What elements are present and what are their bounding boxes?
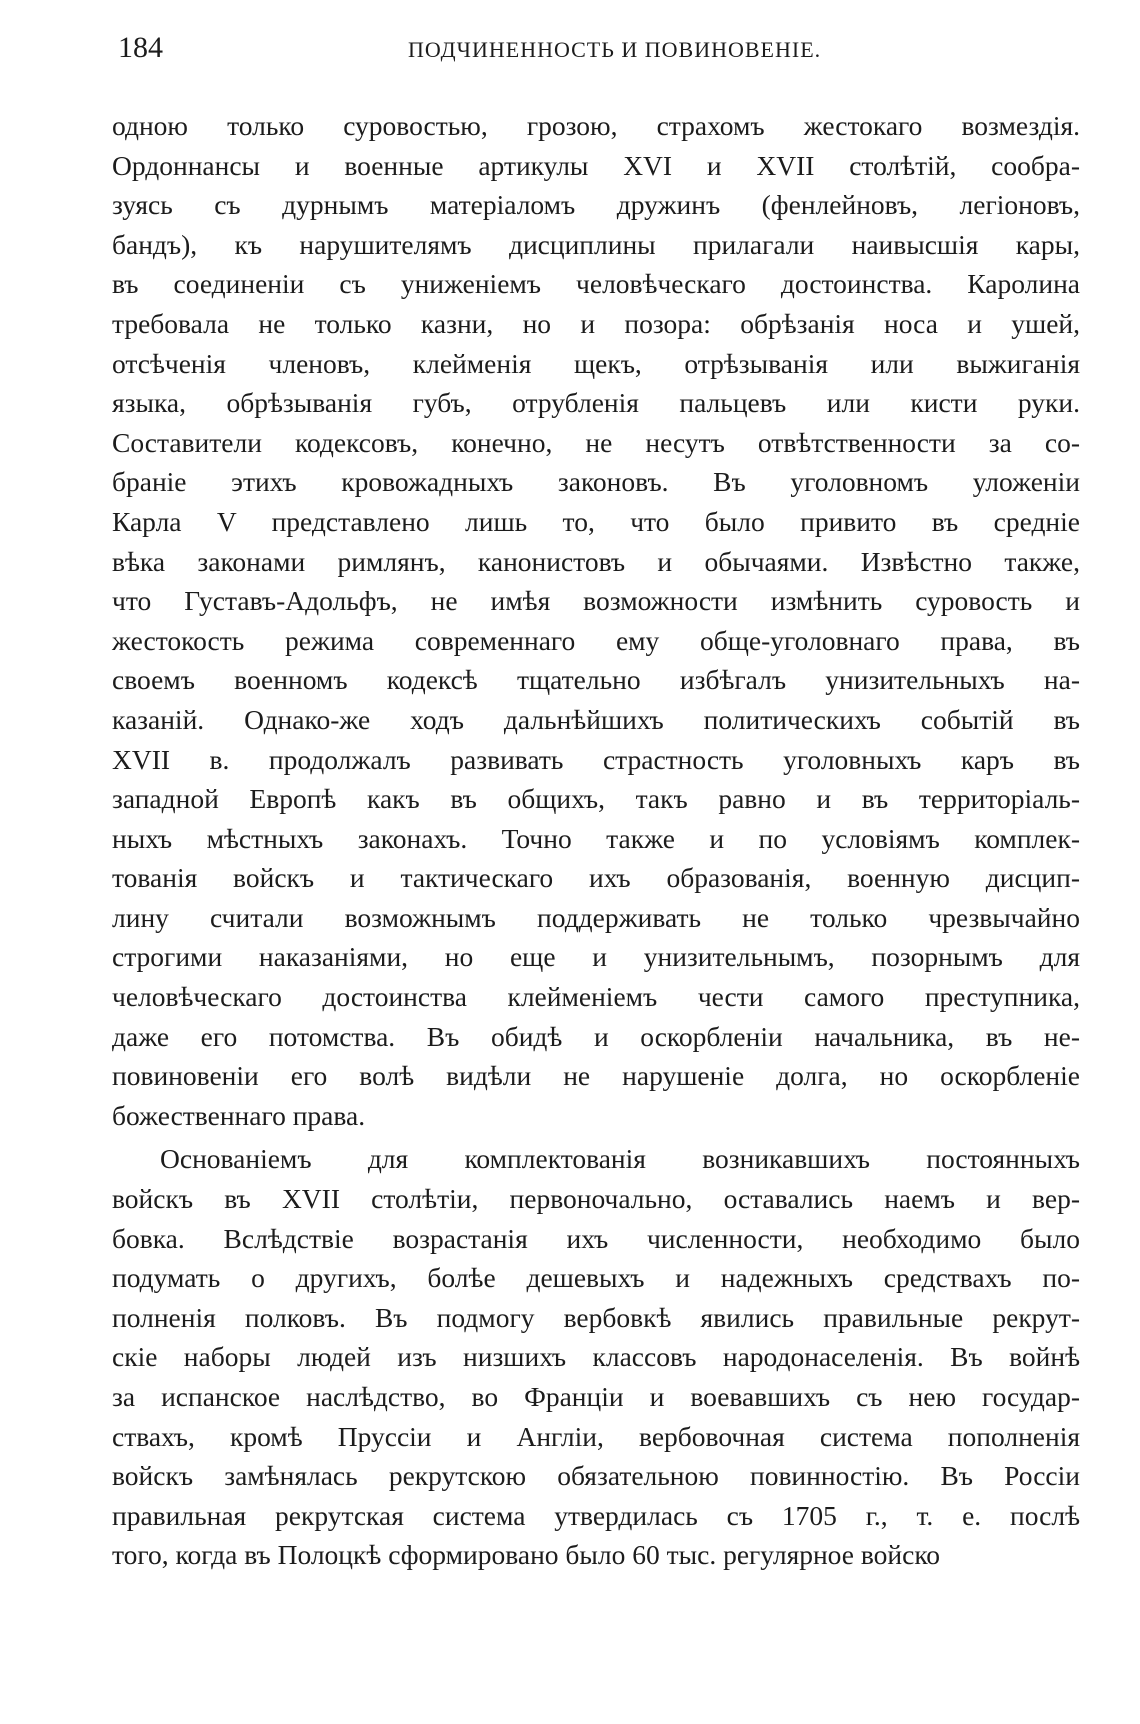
text-line: правильная рекрутская система утвердилась съ 1705 г., т. е. послѣ: [112, 1499, 1080, 1531]
text-line: подумать о другихъ, болѣе дешевыхъ и надежныхъ средствахъ по-: [112, 1262, 1080, 1294]
text-line: въ соединеніи съ униженіемъ человѣческаго достоинства. Каролина: [112, 268, 1080, 300]
page-number: 184: [118, 31, 163, 64]
text-line: западной Европѣ какъ въ общихъ, такъ равно и въ территоріаль-: [112, 783, 1080, 815]
text-line: языка, обрѣзыванія губъ, отрубленія пальцевъ или кисти руки.: [112, 387, 1080, 419]
text-line: одною только суровостью, грозою, страхомъ жестокаго возмездія.: [112, 110, 1080, 141]
text-line: повиновеніи его волѣ видѣли не нарушеніе долга, но оскорбленіе: [112, 1060, 1080, 1092]
running-head: [118, 28, 1078, 68]
paragraph: [112, 106, 1080, 1135]
text-line: строгими наказаніями, но еще и унизительнымъ, позорнымъ для: [112, 941, 1080, 973]
text-line: божественнаго права.: [112, 1099, 366, 1131]
text-line: скіе наборы людей изъ низшихъ классовъ народонаселенія. Въ войнѣ: [112, 1341, 1080, 1373]
paragraph: [112, 1139, 1080, 1575]
text-line: зуясь съ дурнымъ матеріаломъ дружинъ (фенлейновъ, легіоновъ,: [112, 189, 1080, 221]
text-line: браніе этихъ кровожадныхъ законовъ. Въ уголовномъ уложеніи: [112, 466, 1080, 498]
text-line: бовка. Вслѣдствіе возрастанія ихъ численности, необходимо было: [112, 1222, 1080, 1254]
text-line: Основаніемъ для комплектованія возникавшихъ постоянныхъ: [160, 1143, 1080, 1175]
text-line: войскъ замѣнялась рекрутскою обязательною повинностію. Въ Россіи: [112, 1460, 1080, 1492]
text-line: Карла V представлено лишь то, что было привито въ средніе: [112, 505, 1080, 537]
text-line: войскъ въ XVII столѣтіи, первоночально, оставались наемъ и вер-: [112, 1183, 1080, 1215]
text-line: что Густавъ-Адольфъ, не имѣя возможности измѣнить суровость и: [112, 585, 1080, 617]
chapter-title: ПОДЧИНЕННОСТЬ И ПОВИНОВЕНІЕ.: [408, 37, 822, 62]
text-line: Составители кодексовъ, конечно, не несутъ отвѣтственности за со-: [112, 426, 1080, 458]
text-line: отсѣченія членовъ, клейменія щекъ, отрѣзыванія или выжиганія: [112, 347, 1080, 379]
text-line: того, когда въ Полоцкѣ сформировано было 60 тыс. регулярное войско: [112, 1539, 941, 1571]
text-line: требовала не только казни, но и позора: обрѣзанія носа и ушей,: [112, 307, 1080, 339]
text-line: ствахъ, кромѣ Пруссіи и Англіи, вербовочная система пополненія: [112, 1420, 1080, 1452]
text-line: человѣческаго достоинства клейменіемъ чести самого преступника,: [112, 981, 1080, 1013]
text-line: полненія полковъ. Въ подмогу вербовкѣ явились правильные рекрут-: [112, 1301, 1080, 1333]
text-line: Ордоннансы и военные артикулы XVI и XVII столѣтій, сообра-: [112, 149, 1080, 181]
text-line: жестокость режима современнаго ему обще-уголовнаго права, въ: [112, 624, 1080, 656]
text-line: XVII в. продолжалъ развивать страстность уголовныхъ каръ въ: [112, 743, 1080, 775]
text-line: казаній. Однако-же ходъ дальнѣйшихъ политическихъ событій въ: [112, 703, 1080, 735]
text-line: лину считали возможнымъ поддерживать не только чрезвычайно: [112, 901, 1080, 933]
text-line: бандъ), къ нарушителямъ дисциплины прилагали наивысшія кары,: [112, 228, 1080, 260]
text-line: тованія войскъ и тактическаго ихъ образованія, военную дисцип-: [112, 862, 1080, 894]
body-text: [112, 106, 1080, 1575]
text-line: своемъ военномъ кодексѣ тщательно избѣгалъ унизительныхъ на-: [112, 664, 1080, 696]
text-line: за испанское наслѣдство, во Франціи и воевавшихъ съ нею государ-: [112, 1381, 1080, 1412]
text-line: вѣка законами римлянъ, канонистовъ и обычаями. Извѣстно также,: [112, 545, 1080, 577]
text-line: даже его потомства. Въ обидѣ и оскорбленіи начальника, въ не-: [112, 1020, 1080, 1052]
text-line: ныхъ мѣстныхъ законахъ. Точно также и по условіямъ комплек-: [112, 822, 1080, 854]
